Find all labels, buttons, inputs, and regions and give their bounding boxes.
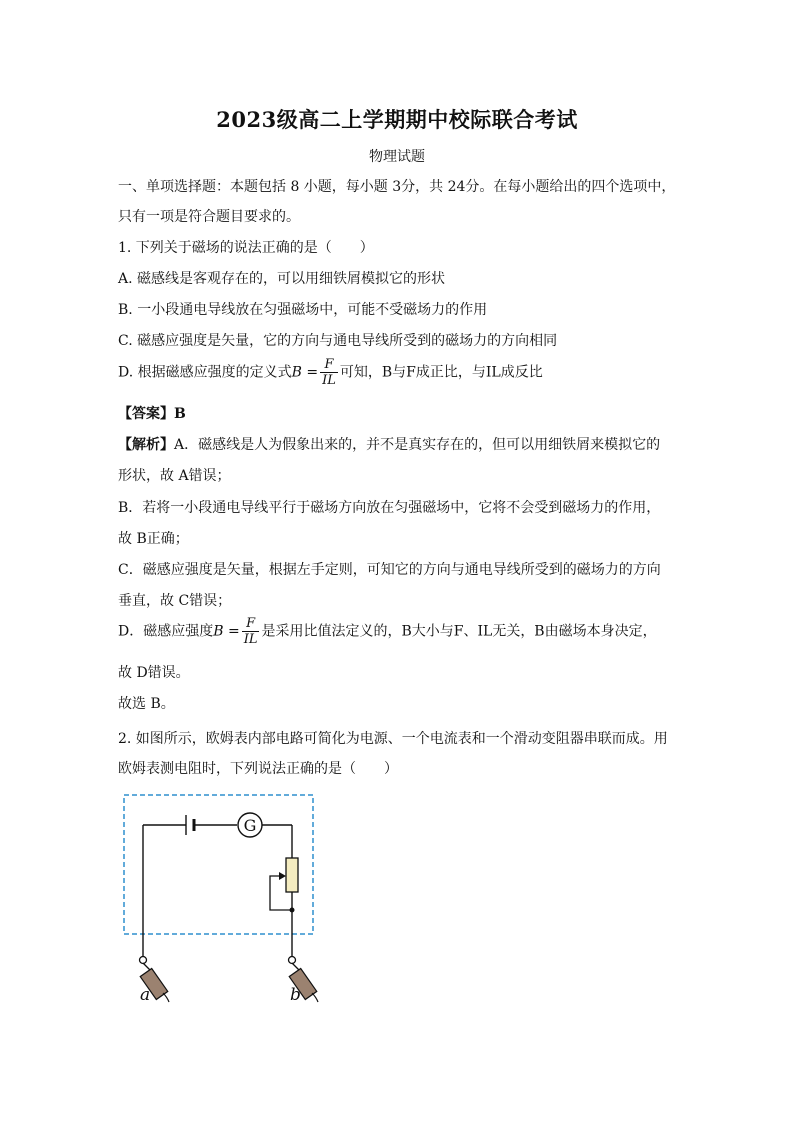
analysis-line-6: 垂直，故 C错误； [118, 593, 232, 609]
rheostat-icon [286, 858, 298, 892]
option-d-prefix: D. 根据磁感应强度的定义式 [118, 364, 292, 381]
question-1-option-a: A. 磁感线是客观存在的，可以用细铁屑模拟它的形状 [118, 271, 446, 287]
exam-subtitle: 物理试题 [369, 149, 425, 165]
question-2-stem-line2: 欧姆表测电阻时，下列说法正确的是（ ） [118, 761, 398, 777]
junction-dot [290, 908, 295, 913]
formula-numerator: F [320, 357, 338, 373]
analysis-label: 【解析】 [118, 437, 174, 453]
galvanometer-icon [238, 813, 262, 837]
question-2-stem-line1: 2. 如图所示，欧姆表内部电路可简化为电源、一个电流表和一个滑动变阻器串联而成。用 [118, 731, 668, 747]
analysis-line-1 [118, 436, 660, 454]
analysis-line-4: 故 B正确； [118, 531, 189, 547]
conclusion: 故选 B。 [118, 696, 175, 712]
question-1-option-c: C. 磁感应强度是矢量，它的方向与通电导线所受到的磁场力的方向相同 [118, 333, 558, 349]
question-1-stem: 1. 下列关于磁场的说法正确的是（ ） [118, 240, 374, 256]
terminal-a-node [140, 957, 147, 964]
battery-icon [186, 815, 194, 835]
analysis-line-3: B．若将一小段通电导线平行于磁场方向放在匀强磁场中，它将不会受到磁场力的作用， [118, 500, 661, 516]
analysis-4-prefix: D．磁感应强度 [118, 623, 214, 640]
formula-fraction-2 [242, 616, 260, 647]
ohmmeter-circuit-diagram [118, 790, 348, 1010]
formula-lhs-2: B = [213, 623, 240, 640]
terminal-a-label: a [140, 985, 151, 1005]
analysis-line-8: 故 D错误。 [118, 665, 190, 681]
formula-denominator-2: IL [243, 632, 258, 647]
exam-title: 2023级高二上学期期中校际联合考试 [216, 107, 578, 132]
option-d-suffix: 可知，B与F成正比，与IL成反比 [339, 364, 543, 381]
section-heading-line2: 只有一项是符合题目要求的。 [118, 209, 300, 225]
formula-fraction [320, 357, 338, 388]
analysis-4-suffix: 是采用比值法定义的，B大小与F、IL无关，B由磁场本身决定， [261, 623, 657, 640]
section-heading-line1: 一、单项选择题：本题包括 8 小题，每小题 3分，共 24分。在每小题给出的四个选项中， [118, 179, 676, 195]
terminal-b-node [289, 957, 296, 964]
question-1-option-b: B. 一小段通电导线放在匀强磁场中，可能不受磁场力的作用 [118, 302, 488, 318]
formula-numerator-2: F [242, 616, 260, 632]
terminal-b-label: b [290, 985, 301, 1005]
answer: 【答案】B [118, 406, 186, 422]
dashed-enclosure [124, 795, 313, 934]
question-1-option-d [118, 357, 543, 388]
analysis-line-2: 形状，故 A错误； [118, 468, 231, 484]
galvanometer-label: G [243, 816, 257, 835]
formula-lhs: B = [291, 364, 319, 381]
formula-denominator: IL [322, 373, 336, 388]
analysis-text-1: A．磁感线是人为假象出来的，并不是真实存在的，但可以用细铁屑来模拟它的 [174, 437, 661, 453]
analysis-line-5: C．磁感应强度是矢量，根据左手定则，可知它的方向与通电导线所受到的磁场力的方向 [118, 562, 661, 578]
analysis-line-7 [118, 616, 657, 647]
